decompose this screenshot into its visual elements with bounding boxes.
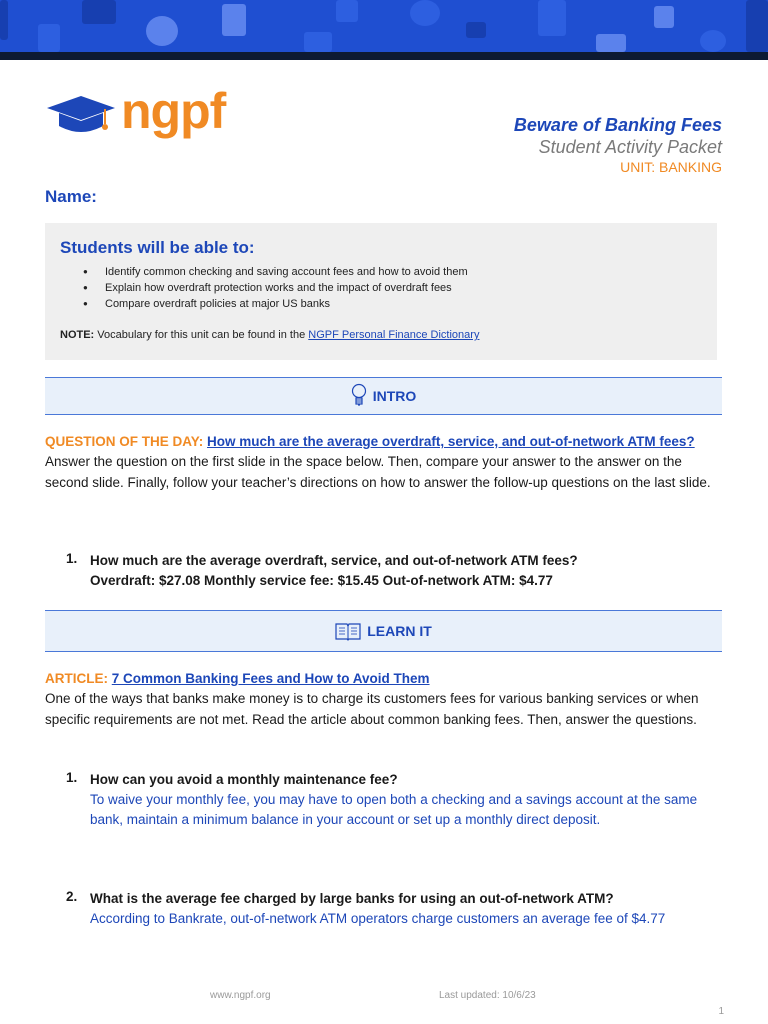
ngpf-logo <box>45 83 235 144</box>
header-banner <box>0 0 768 52</box>
piggy-bank-icon <box>700 30 726 52</box>
vocabulary-note <box>60 329 479 341</box>
qotd-label: QUESTION OF THE DAY: <box>45 434 204 449</box>
calculator-icon <box>538 0 566 36</box>
question-text: What is the average fee charged by large banks for using an out-of-network ATM? <box>90 891 614 906</box>
article-label: ARTICLE: <box>45 671 108 686</box>
note-text: Vocabulary for this unit can be found in the <box>94 329 309 341</box>
graduation-cap-logo-icon <box>45 94 117 142</box>
learn-label: LEARN IT <box>367 623 432 639</box>
banner-decoration <box>466 22 486 38</box>
question-number: 2. <box>66 889 78 904</box>
objective-item: ● Identify common checking and saving account fees and how to avoid them <box>83 264 468 280</box>
folder-icon <box>596 34 626 52</box>
name-label: Name: <box>45 187 97 206</box>
note-label: NOTE: <box>60 329 95 341</box>
article-link[interactable]: 7 Common Banking Fees and How to Avoid Them <box>111 671 430 686</box>
objectives-title: Students will be able to: <box>60 238 255 257</box>
objective-item: ● Compare overdraft policies at major US banks <box>83 296 468 312</box>
piggy-bank-icon <box>146 16 178 46</box>
question-number: 1. <box>66 551 78 566</box>
document-icon <box>38 24 60 52</box>
learn-instructions: One of the ways that banks make money is to charge its customers fees for various banking services or when specific requirements are not met. Read the article about common banking fees. Then, answer the questions. <box>45 691 699 727</box>
article-section <box>45 669 725 730</box>
intro-question <box>66 551 726 591</box>
question-answer: According to Bankrate, out-of-network ATM operators charge customers an average fee of $4.77 <box>90 911 666 926</box>
question-text: How can you avoid a monthly maintenance fee? <box>90 772 398 787</box>
banner-decoration <box>746 0 768 52</box>
intro-section-header <box>45 377 722 415</box>
unit-label: UNIT: BANKING <box>620 159 722 175</box>
banner-divider <box>0 52 768 60</box>
learn-section-header <box>45 610 722 652</box>
learn-question <box>66 770 726 830</box>
lightbulb-icon <box>351 383 367 409</box>
document-title: Beware of Banking Fees <box>513 115 722 135</box>
footer-last-updated: Last updated: 10/6/23 <box>439 990 536 1001</box>
dictionary-link[interactable]: NGPF Personal Finance Dictionary <box>308 329 480 341</box>
question-of-the-day <box>45 432 725 493</box>
question-text: How much are the average overdraft, service, and out-of-network ATM fees? <box>90 553 578 568</box>
qotd-link[interactable]: How much are the average overdraft, service, and out-of-network ATM fees? <box>207 434 695 449</box>
objectives-box <box>45 223 717 360</box>
intro-label: INTRO <box>372 388 417 404</box>
document-title-block <box>514 114 722 176</box>
calculator-icon <box>654 6 674 28</box>
banner-decoration <box>0 0 8 40</box>
footer-website[interactable]: www.ngpf.org <box>210 990 271 1001</box>
banner-decoration <box>82 0 116 24</box>
book-icon <box>335 621 361 641</box>
folder-icon <box>304 32 332 52</box>
learn-question <box>66 889 726 929</box>
objectives-list <box>83 264 468 312</box>
objective-item: ● Explain how overdraft protection works and the impact of overdraft fees <box>83 280 468 296</box>
question-answer: Overdraft: $27.08 Monthly service fee: $15.45 Out-of-network ATM: $4.77 <box>90 573 553 588</box>
calculator-icon <box>336 0 358 22</box>
question-answer: To waive your monthly fee, you may have to open both a checking and a savings account at the same bank, maintain a minimum balance in your account or set up a monthly direct deposit. <box>90 792 698 827</box>
document-subtitle: Student Activity Packet <box>538 137 722 157</box>
intro-instructions: Answer the question on the first slide in the space below. Then, compare your answer to the answer on the second slide. Finally, follow your teacher’s directions on how to answer the follow-up questions on the last slide. <box>45 454 711 490</box>
document-icon <box>222 4 246 36</box>
logo-wordmark: ngpf <box>121 83 226 139</box>
piggy-bank-icon <box>410 0 440 26</box>
page-number: 1 <box>718 1006 724 1017</box>
question-number: 1. <box>66 770 78 785</box>
